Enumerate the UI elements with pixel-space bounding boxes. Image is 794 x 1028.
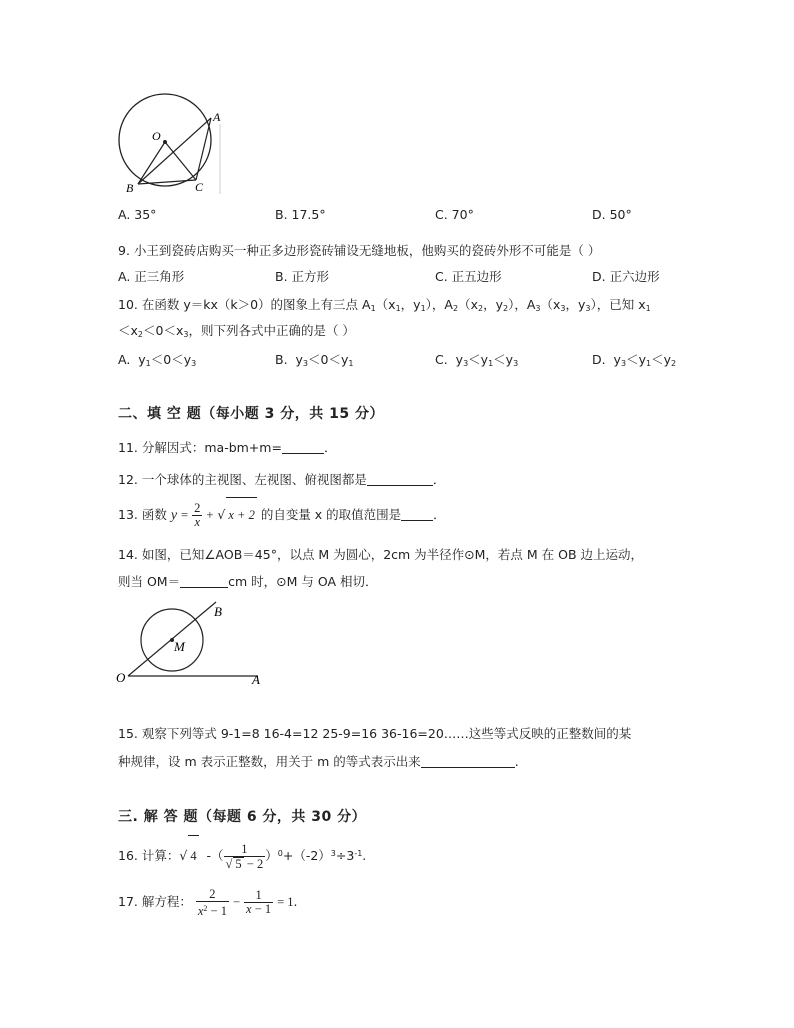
q13-fraction: $\frac{2}{x}$ (194, 501, 201, 529)
q14-line1: 14. 如图，已知∠AOB＝45°，以点 M 为圆心，2cm 为半径作⊙M，若点 M 在 OB 边上运动， (118, 547, 644, 562)
q10-line2: $<x_2<0<x_3$，则下列各式中正确的是（ ） (118, 323, 355, 339)
q9-option-c: C. 正五边形 (435, 269, 502, 284)
q8-circle-figure (108, 92, 233, 197)
q10-option-b: B. $y_3<0<y_1$ (275, 352, 354, 368)
q10-line1-suffix: ，已知 x (596, 297, 646, 312)
q8-label-A: A (213, 110, 221, 124)
q10-line2-text: ，则下列各式中正确的是（ ） (188, 323, 355, 338)
q10-option-c: C. $y_3<y_1<y_3$ (435, 352, 519, 368)
q14-line2: 则当 OM＝ cm 时，⊙M 与 OA 相切． (118, 574, 378, 589)
q12: 12. 一个球体的主视图、左视图、俯视图都是 ． (118, 472, 446, 487)
q8-line-BA (138, 118, 211, 184)
q8-option-c: C. 70° (435, 207, 474, 222)
q15-answer-blank[interactable] (421, 755, 515, 768)
q14-answer-blank[interactable] (180, 575, 228, 588)
q9-option-a: A. 正三角形 (118, 269, 185, 284)
q8-label-B: B (126, 181, 134, 195)
q10-line1: 10. 在函数 y＝kx（k＞0）的图象上有三点 $A_1(x_1$，$y_1$），$A_2(x_2$，$y_2$），$A_3(x_3$，$y_3$），已知 $x_1$ (118, 297, 651, 313)
q8-option-d: D. 50° (592, 207, 632, 222)
q8-line-OC (165, 142, 196, 180)
q10-option-d: D. $y_3<y_1<y_2$ (592, 352, 677, 368)
q15-line2: 种规律，设 m 表示正整数，用关于 m 的等式表示出来 . (118, 754, 519, 769)
q9-option-b: B. 正方形 (275, 269, 330, 284)
section3-heading: 三. 解 答 题（每题 6 分，共 30 分） (118, 809, 367, 825)
q8-label-O: O (152, 129, 161, 143)
q14-label-B: B (214, 604, 222, 619)
q16: 16. 计算：√ 4 -（ $\frac{1}{√ 5 - 2}$ ）$^0+(-2)^3\div 3^{-1}$. (118, 834, 366, 874)
q15-line1: 15. 观察下列等式 9-1=8 16-4=12 25-9=16 36-16=20……这些等式反映的正整数间的某 (118, 726, 632, 741)
section2-heading: 二、填 空 题（每小题 3 分，共 15 分） (118, 406, 384, 422)
q14-label-M: M (174, 639, 185, 654)
q8-label-C: C (195, 180, 204, 194)
q17-fraction-2: $\frac{1}{x - 1}$ (246, 888, 272, 916)
q11: 11. 分解因式：ma-bm+m= ． (118, 440, 337, 455)
q9-option-d: D. 正六边形 (592, 269, 660, 284)
q8-center-dot (163, 140, 167, 144)
q12-answer-blank[interactable] (367, 473, 433, 486)
q8-option-a: A. 35° (118, 207, 157, 222)
q13: 13. 函数 y = $\frac{2}{x}$ + √ x + 2 的自变量 x 的取值范围是 ． (118, 497, 446, 531)
q17-fraction-1: $\frac{2}{x^2 - 1}$ (197, 886, 227, 918)
q9-text: 9. 小王到瓷砖店购买一种正多边形瓷砖铺设无缝地板，他购买的瓷砖外形不可能是（ ） (118, 243, 601, 258)
q14-figure (112, 596, 272, 688)
q14-label-O: O (116, 670, 126, 685)
q13-answer-blank[interactable] (401, 508, 433, 521)
q10-option-a: A. $y_1<0<y_3$ (118, 352, 197, 368)
q8-option-b: B. 17.5° (275, 207, 326, 222)
q8-line-CA (196, 118, 211, 180)
q11-answer-blank[interactable] (282, 441, 324, 454)
q16-fraction: $\frac{1}{√ 5 - 2}$ (225, 841, 264, 871)
q17: 17. 解方程： $\frac{2}{x^2 - 1}$ − $\frac{1}{x - 1}$ = 1. (118, 886, 298, 918)
q14-label-A: A (252, 672, 260, 687)
q10-line1-prefix: 10. 在函数 y＝kx（k＞0）的图象上有三点 A (118, 297, 371, 312)
